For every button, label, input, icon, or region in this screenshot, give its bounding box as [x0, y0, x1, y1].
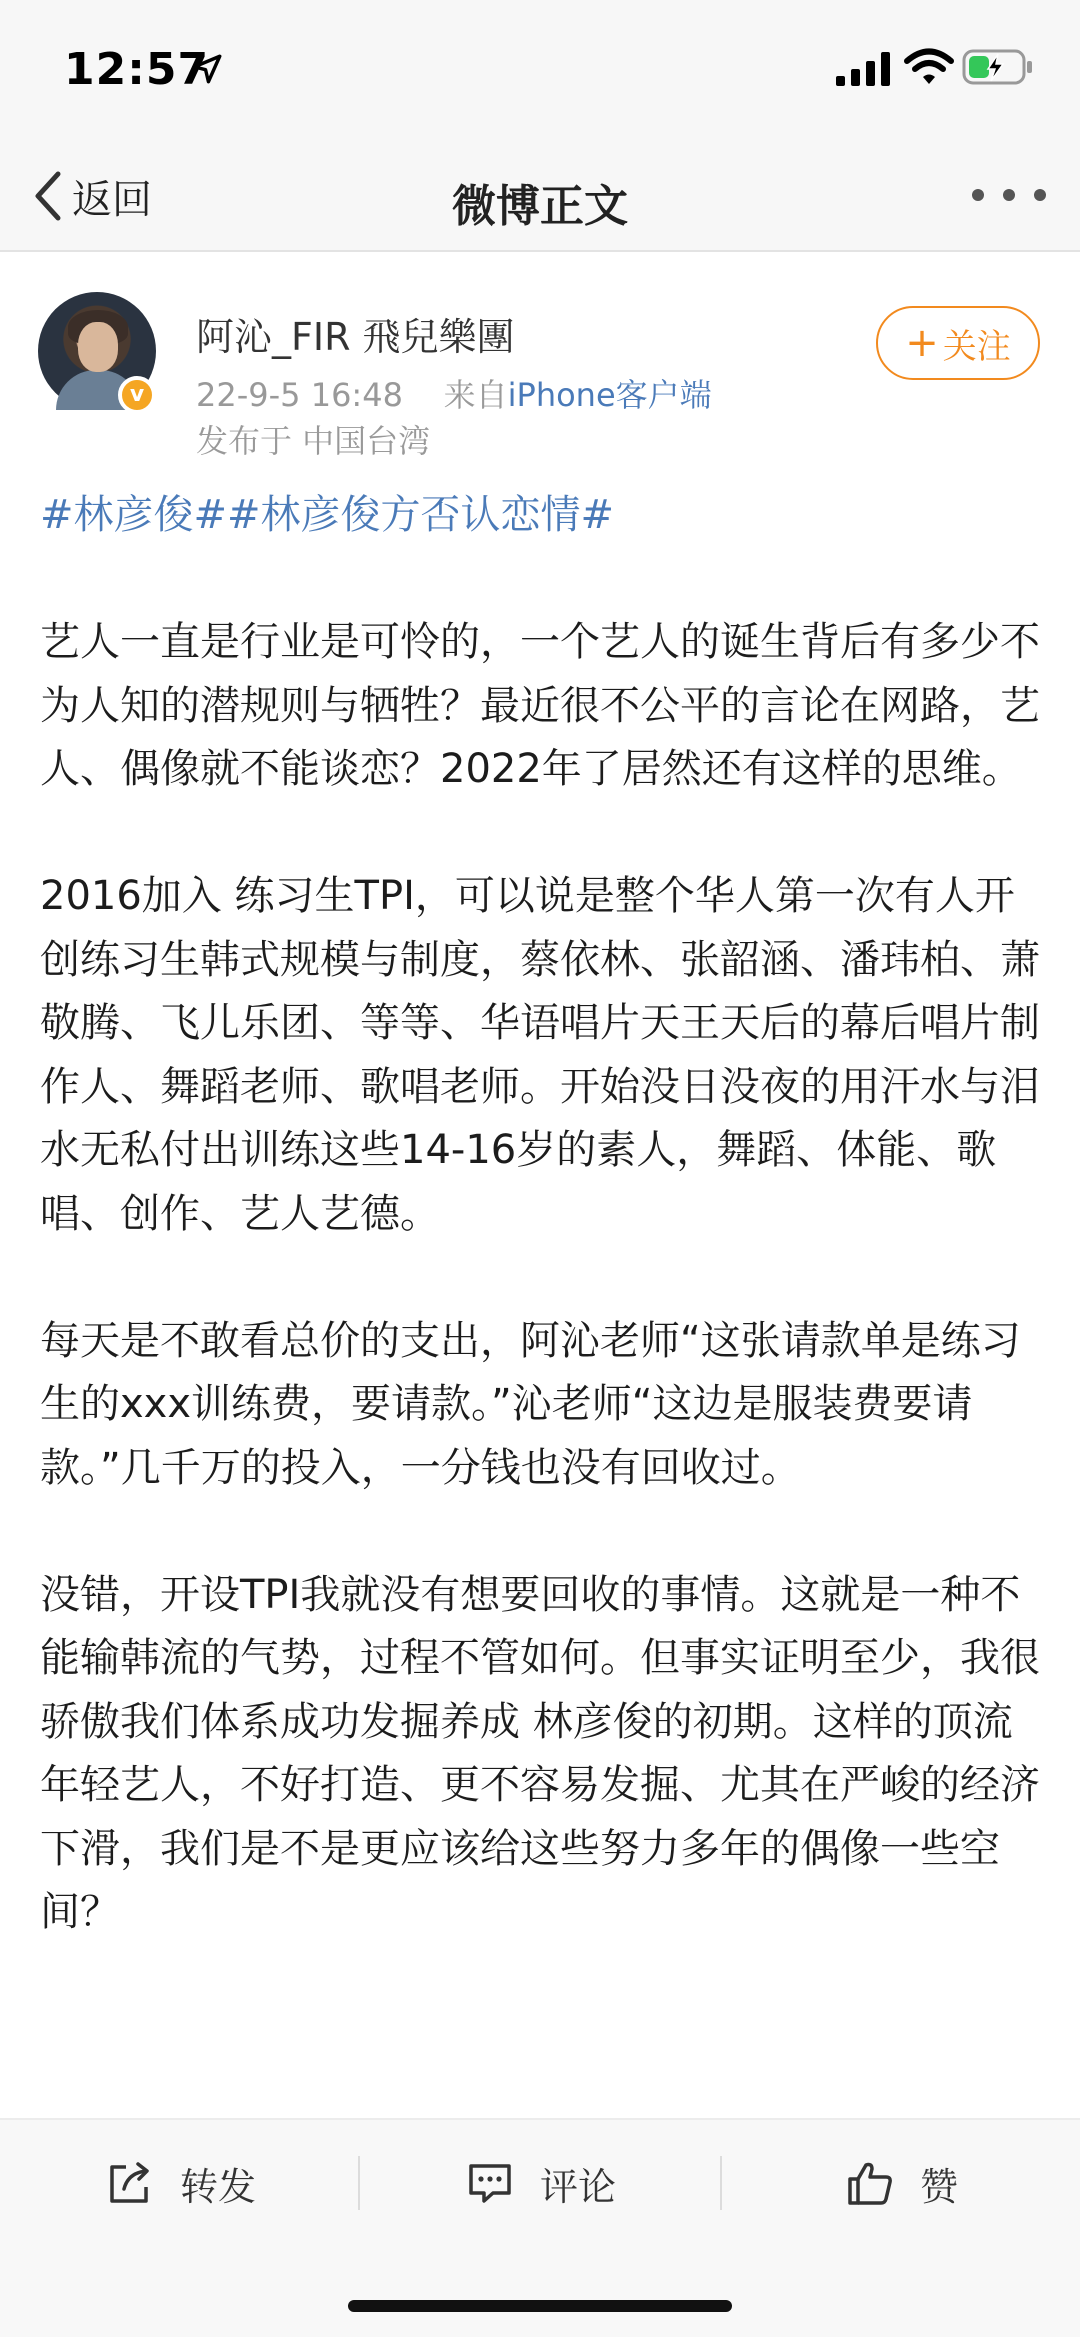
- post-hashtags[interactable]: #林彦俊##林彦俊方否认恋情#: [40, 492, 615, 538]
- verified-badge-icon: v: [118, 376, 156, 414]
- follow-button[interactable]: [876, 306, 1040, 380]
- post-paragraph: 每天是不敢看总价的支出，阿沁老师“这张请款单是练习生的xxx训练费，要请款。”沁老师“这边是服装费要请款。”几千万的投入，一分钱也没有回收过。: [40, 1317, 1021, 1491]
- follow-label: 关注: [942, 326, 1011, 367]
- more-dot-icon: [1034, 189, 1046, 201]
- status-bar: [0, 0, 1080, 140]
- repost-label: 转发: [180, 2164, 257, 2209]
- back-label: 返回: [72, 176, 152, 223]
- more-dot-icon: [1003, 189, 1015, 201]
- comment-label: 评论: [540, 2164, 617, 2209]
- like-label: 赞: [920, 2164, 959, 2209]
- source-prefix: 来自: [443, 376, 508, 414]
- like-button[interactable]: [846, 2152, 958, 2214]
- author-name[interactable]: 阿沁_FIR 飛兒樂團: [196, 315, 515, 359]
- post-paragraph: 2016加入 练习生TPI，可以说是整个华人第一次有人开创练习生韩式规模与制度，蔡依林、张韶涵、潘玮柏、萧敬腾、飞儿乐团、等等、华语唱片天王天后的幕后唱片制作人、舞蹈老师、歌唱老师。开始没日没夜的用汗水与泪水无私付出训练这些14-16岁的素人，舞蹈、体能、歌唱、创作、艺人艺德。: [40, 873, 1040, 1237]
- repost-button[interactable]: [106, 2152, 256, 2214]
- comment-icon: [466, 2159, 514, 2207]
- post-meta: [196, 370, 712, 416]
- post-timestamp: 22-9-5 16:48: [196, 376, 403, 414]
- location-arrow-icon: [190, 52, 224, 86]
- status-time: 12:57: [64, 44, 210, 95]
- post-paragraph: 艺人一直是行业是可怜的，一个艺人的诞生背后有多少不为人知的潜规则与牺牲？最近很不公平的言论在网路，艺人、偶像就不能谈恋？2022年了居然还有这样的思维。: [40, 619, 1040, 792]
- post-content: [40, 484, 1050, 1945]
- more-dot-icon: [972, 189, 984, 201]
- post-paragraph: 没错，开设TPI我就没有想要回收的事情。这就是一种不能输韩流的气势，过程不管如何。但事实证明至少，我很骄傲我们体系成功发掘养成 林彦俊的初期。这样的顶流年轻艺人，不好打造、更不容易发掘、尤其在严峻的经济下滑，我们是不是更应该给这些努力多年的偶像一些空间？: [40, 1571, 1040, 1935]
- home-indicator[interactable]: [348, 2300, 732, 2312]
- page-title: 微博正文: [452, 181, 628, 232]
- plus-icon: +: [905, 320, 939, 366]
- post-location: 发布于 中国台湾: [196, 422, 431, 460]
- thumbs-up-icon: [846, 2159, 894, 2207]
- cellular-signal-icon: [836, 52, 892, 86]
- divider: [720, 2156, 722, 2210]
- comment-button[interactable]: [466, 2152, 616, 2214]
- battery-charging-icon: [962, 48, 1034, 86]
- divider: [358, 2156, 360, 2210]
- share-icon: [106, 2159, 154, 2207]
- content-fade: [0, 2090, 1080, 2120]
- wifi-icon: [904, 48, 954, 86]
- navigation-bar: [0, 140, 1080, 252]
- post-source-link[interactable]: iPhone客户端: [507, 376, 712, 414]
- more-options-button[interactable]: [972, 180, 1046, 210]
